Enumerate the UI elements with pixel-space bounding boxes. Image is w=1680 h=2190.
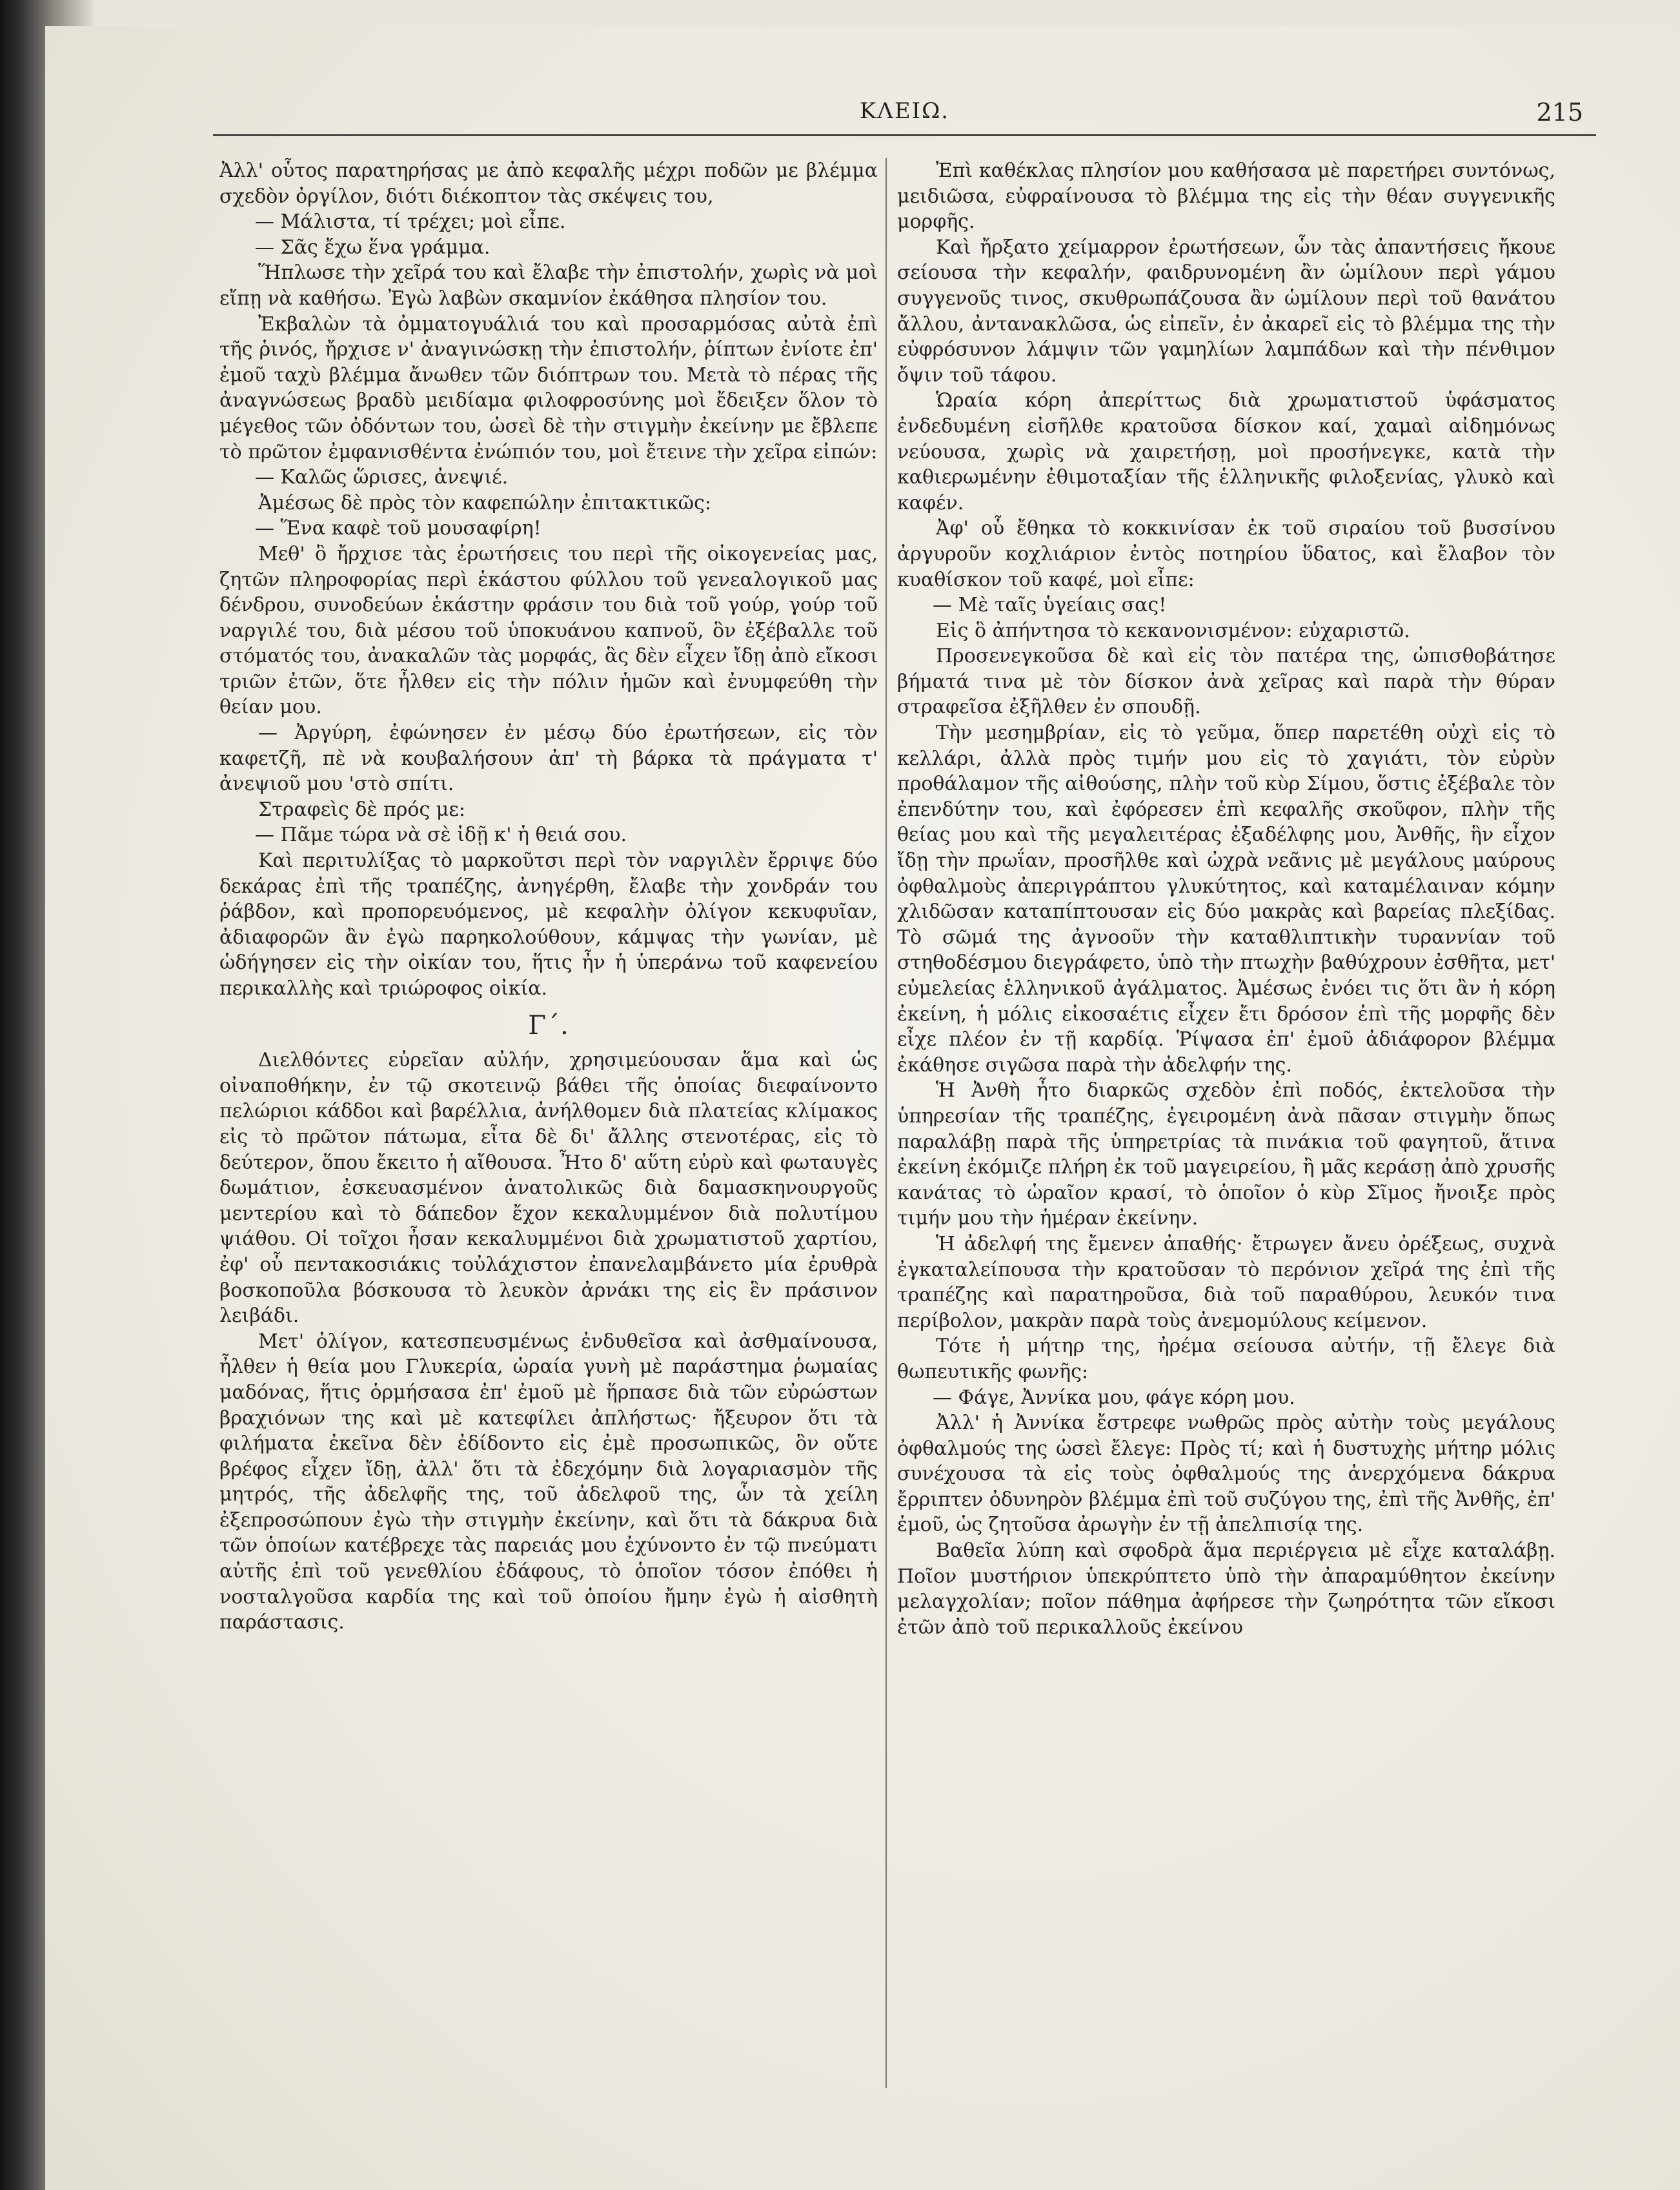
paragraph: Προσενεγκοῦσα δὲ καὶ εἰς τὸν πατέρα της, ὠπισθοβάτησε βήματά τινα μὲ τὸν δίσκον ἀνὰ χεῖρας καὶ παρὰ τὴν θύραν στραφεῖσα ἐξῆλθεν ἐν σπουδῇ. [897,645,1555,719]
paragraph: Ἥπλωσε τὴν χεῖρά του καὶ ἔλαβε τὴν ἐπιστολήν, χωρὶς νὰ μοὶ εἴπῃ νὰ καθήσω. Ἐγὼ λαβὼν σκαμνίον ἐκάθησα πλησίον του. [219,261,878,310]
paragraph: Στραφεὶς δὲ πρός με: [258,798,465,821]
paragraph: Ἡ Ἀνθὴ ἦτο διαρκῶς σχεδὸν ἐπὶ ποδός, ἐκτελοῦσα τὴν ὑπηρεσίαν τῆς τραπέζης, ἐγειρομένη ἀνὰ πᾶσαν στιγμὴν ὅπως παραλάβῃ παρὰ τῆς ὑπηρετρίας τὰ πινάκια τοῦ φαγητοῦ, ἅτινα ἐκείνη ἐκόμιζε πλήρη ἐκ τοῦ μαγειρείου, ἢ μᾶς κεράσῃ ἀπὸ χρυσῆς κανάτας τὸ ὡραῖον κρασί, τὸ ὁποῖον ὁ κὺρ Σῖμος ἤνοιξε πρὸς τιμήν μου τὴν ἡμέραν ἐκείνην. [897,1079,1555,1230]
dialogue-line: — Ἕνα καφὲ τοῦ μουσαφίρη! [255,517,541,540]
paragraph: Εἰς ὃ ἀπήντησα τὸ κεκανονισμένον: εὐχαριστῶ. [936,619,1410,642]
paragraph: Ἀφ' οὗ ἔθηκα τὸ κοκκινίσαν ἐκ τοῦ σιραίου τοῦ βυσσίνου ἀργυροῦν κοχλιάριον ἐντὸς ποτηρίου ὕδατος, καὶ ἔλαβον τὸν κυαθίσκον τοῦ καφέ, μοὶ εἶπε: [897,517,1555,591]
paragraph: — Ἀργύρη, ἐφώνησεν ἐν μέσῳ δύο ἐρωτήσεων, εἰς τὸν καφετζῆ, πὲ νὰ κουβαλήσουν ἀπ' τὴ βάρκα τὰ πράγματα τ' ἀνεψιοῦ μου 'στὸ σπίτι. [219,722,878,796]
book-page [45,26,1680,2190]
paragraph: Διελθόντες εὐρεῖαν αὐλήν, χρησιμεύουσαν ἅμα καὶ ὡς οἰναποθήκην, ἐν τῷ σκοτεινῷ βάθει τῆς ὁποίας διεφαίνοντο πελώριοι κάδδοι καὶ βαρέλλια, ἀνήλθομεν διὰ πλατείας κλίμακος εἰς τὸ πρῶτον πάτωμα, εἶτα δὲ δι' ἄλλης στενοτέρας, εἰς τὸ δεύτερον, ὅπου ἔκειτο ἡ αἴθουσα. Ἦτο δ' αὕτη εὐρὺ καὶ φωταυγὲς δωμάτιον, ἐσκευασμένον ἀνατολικῶς διὰ δαμασκηνουργοῦς μεντερίου καὶ τὸ δάπεδον ἔχον κεκαλυμμένον διὰ πολυτίμου ψιάθου. Οἱ τοῖχοι ἦσαν κεκαλυμμένοι διὰ χρωματιστοῦ χαρτίου, ἐφ' οὗ πεντακοσιάκις τοὐλάχιστον ἐπανελαμβάνετο μία ἐρυθρὰ βοσκοποῦλα βόσκουσα τὸ λευκὸν ἀρνάκι της εἰς ἓν πράσινον λειβάδι. [219,1049,878,1328]
page-header [213,72,1596,130]
paragraph: Ἀλλ' οὗτος παρατηρήσας με ἀπὸ κεφαλῆς μέχρι ποδῶν με βλέμμα σχεδὸν ὀργίλον, διότι διέκοπτον τὰς σκέψεις του, [219,159,878,208]
paragraph: Ἀμέσως δὲ πρὸς τὸν καφεπώλην ἐπιτακτικῶς: [258,491,712,514]
dialogue-line: — Φάγε, Ἀννίκα μου, φάγε κόρη μου. [933,1386,1295,1409]
running-title: ΚΛΕΙΩ. [859,98,950,124]
dialogue-line: — Πᾶμε τώρα νὰ σὲ ἰδῇ κ' ἡ θειά σου. [255,824,627,847]
dialogue-line: — Καλῶς ὥρισες, ἀνεψιέ. [255,466,509,489]
paragraph: Καὶ ἤρξατο χείμαρρον ἐρωτήσεων, ὧν τὰς ἀπαντήσεις ἤκουε σείουσα τὴν κεφαλήν, φαιδρυνομένη ἂν ὡμίλουν περὶ γάμου συγγενοῦς τινος, σκυθρωπάζουσα ἂν ὡμίλουν περὶ τοῦ θανάτου ἄλλου, ἀντανακλῶσα, ὡς εἰπεῖν, ἐν ἀκαρεῖ εἰς τὸ βλέμμα της τὴν εὐφρόσυνον λάμψιν τῶν γαμηλίων λαμπάδων καὶ τὴν πένθιμον ὄψιν τοῦ τάφου. [897,236,1555,387]
paragraph: Ἐπὶ καθέκλας πλησίον μου καθήσασα μὲ παρετήρει συντόνως, μειδιῶσα, εὐφραίνουσα τὸ βλέμμα της εἰς τὴν θέαν συγγενικῆς μορφῆς. [897,159,1555,234]
page-number: 215 [1536,98,1583,127]
left-column [219,158,878,2101]
dialogue-line: — Μὲ ταῖς ὑγείαις σας! [933,594,1167,617]
paragraph: Ὡραία κόρη ἀπερίττως διὰ χρωματιστοῦ ὑφάσματος ἐνδεδυμένη εἰσῆλθε κρατοῦσα δίσκον καί, χαμαὶ αἰδημόνως νεύουσα, χωρὶς νὰ χαιρετήσῃ, μοὶ προσήνεγκε, κατὰ τὴν καθιερωμένην ἐθιμοταξίαν τῆς ἑλληνικῆς φιλοξενίας, γλυκὸ καὶ καφέν. [897,389,1555,514]
paragraph: Τότε ἡ μήτηρ της, ἠρέμα σείουσα αὐτήν, τῇ ἔλεγε διὰ θωπευτικῆς φωνῆς: [897,1335,1555,1383]
column-divider [886,158,887,2088]
header-rule [213,134,1596,136]
paragraph: Ἡ ἀδελφή της ἔμενεν ἀπαθής· ἔτρωγεν ἄνευ ὀρέξεως, συχνὰ ἐγκαταλείπουσα τὴν κρατοῦσαν τὸ περόνιον χεῖρά της ἐπὶ τῆς τραπέζης καὶ παρατηροῦσα, διὰ τοῦ παραθύρου, λευκόν τινα περίβολον, μακρὰν παρὰ τοὺς ἀνεμομύλους κείμενον. [897,1232,1555,1332]
paragraph: Ἐκβαλὼν τὰ ὀμματογυάλιά του καὶ προσαρμόσας αὐτὰ ἐπὶ τῆς ῥινός, ἤρχισε ν' ἀναγινώσκῃ τὴν ἐπιστολήν, ῥίπτων ἐνίοτε ἐπ' ἐμοῦ ταχὺ βλέμμα ἄνωθεν τῶν διόπτρων του. Μετὰ τὸ πέρας τῆς ἀναγνώσεως βραδὺ μειδίαμα φιλοφροσύνης μοὶ ἔδειξεν ὅλον τὸ μέγεθος τῶν ὀδόντων του, ὡσεὶ δὲ τὴν στιγμὴν ἐκείνην με ἔβλεπε τὸ πρῶτον ἐμφανισθέντα ἐνώπιόν του, μοὶ ἔτεινε τὴν χεῖρα εἰπών: [219,312,878,463]
paragraph: Μετ' ὀλίγον, κατεσπευσμένως ἐνδυθεῖσα καὶ ἀσθμαίνουσα, ἦλθεν ἡ θεία μου Γλυκερία, ὡραία γυνὴ μὲ παράστημα ῥωμαίας μαδόνας, ἥτις ὁρμήσασα ἐπ' ἐμοῦ μὲ ἥρπασε διὰ τῶν εὐρώστων βραχιόνων της καὶ μὲ κατεφίλει ἀπλήστως· ἤξευρον ὅτι τὰ φιλήματα ἐκεῖνα δὲν ἐδίδοντο εἰς ἐμὲ προσωπικῶς, ὃν οὔτε βρέφος εἶχεν ἴδῃ, ἀλλ' ὅτι τὰ ἐδεχόμην διὰ λογαριασμὸν τῆς μητρός, τῆς ἀδελφῆς της, τοῦ ἀδελφοῦ της, ὧν τὰ χείλη ἐξεπροσώπουν ἐγὼ τὴν στιγμὴν ἐκείνην, καὶ ὅτι τὰ δάκρυα διὰ τῶν ὁποίων κατέβρεχε τὰς παρειάς μου ἐχύνοντο ἐν τῷ πνεύματι αὐτῆς ἐπὶ τοῦ γενεθλίου ἐδάφους, τὸ ὁποῖον τόσον ἐπόθει ἡ νοσταλγοῦσα καρδία της καὶ τοῦ ὁποίου ἤμην ἐγὼ ἡ αἰσθητὴ παράστασις. [219,1330,878,1634]
dialogue-line: — Σᾶς ἔχω ἕνα γράμμα. [255,236,491,259]
paragraph: Καὶ περιτυλίξας τὸ μαρκοῦτσι περὶ τὸν ναργιλὲν ἔρριψε δύο δεκάρας ἐπὶ τῆς τραπέζης, ἀνηγέρθη, ἔλαβε τὴν χονδράν του ῥάβδον, καὶ προπορευόμενος, μὲ κεφαλὴν ὀλίγον κεκυφυῖαν, ἀδιαφορῶν ἂν ἐγὼ παρηκολούθουν, κάμψας τὴν γωνίαν, μὲ ὡδήγησεν εἰς τὴν οἰκίαν του, ἥτις ἦν ἡ ὑπεράνω τοῦ καφενείου περικαλλὴς καὶ τριώροφος οἰκία. [219,849,878,1000]
section-heading: Γ΄. [528,1010,569,1040]
right-column [897,158,1555,2101]
paragraph: Βαθεῖα λύπη καὶ σφοδρὰ ἅμα περιέργεια μὲ εἶχε καταλάβῃ. Ποῖον μυστήριον ὑπεκρύπτετο ὑπὸ τὴν ἀπαραμύθητον ἐκείνην μελαγχολίαν; ποῖον πάθημα ἀφήρεσε τὴν ζωηρότητα τῶν εἴκοσι ἐτῶν ἀπὸ τοῦ περικαλλοῦς ἐκείνου [897,1539,1555,1639]
paragraph: Ἀλλ' ἡ Ἀννίκα ἔστρεφε νωθρῶς πρὸς αὐτὴν τοὺς μεγάλους ὀφθαλμούς της ὡσεὶ ἔλεγε: Πρὸς τί; καὶ ἡ δυστυχὴς μήτηρ μόλις συνέχουσα τὰ εἰς τοὺς ὀφθαλμούς της ἀνερχόμενα δάκρυα ἔρριπτεν ὀδυνηρὸν βλέμμα ἐπὶ τοῦ συζύγου της, ἐπὶ τῆς Ἀνθῆς, ἐπ' ἐμοῦ, ὡς ζητοῦσα ἀρωγὴν ἐν τῇ ἀπελπισίᾳ της. [897,1412,1555,1537]
paragraph: Μεθ' ὃ ἤρχισε τὰς ἐρωτήσεις του περὶ τῆς οἰκογενείας μας, ζητῶν πληροφορίας περὶ ἑκάστου φύλλου τοῦ γενεαλογικοῦ μας δένδρου, συνοδεύων ἑκάστην φράσιν του διὰ τοῦ γούρ, γούρ τοῦ ναργιλέ του, διὰ μέσου τοῦ ὑποκυάνου καπνοῦ, ὃν ἐξέβαλλε τοῦ στόματός του, ἀνακαλῶν τὰς μορφάς, ἃς δὲν εἶχεν ἴδῃ ἀπὸ εἴκοσι τριῶν ἐτῶν, ὅτε ἦλθεν εἰς τὴν πόλιν ἡμῶν καὶ ἐνυμφεύθη τὴν θείαν μου. [219,542,878,719]
paragraph: Τὴν μεσημβρίαν, εἰς τὸ γεῦμα, ὅπερ παρετέθη οὐχὶ εἰς τὸ κελλάρι, ἀλλὰ πρὸς τιμήν μου εἰς τὸ χαγιάτι, τὸν εὐρὺν προθάλαμον τῆς αἰθούσης, πλὴν τοῦ κὺρ Σίμου, ὅστις ἐξέβαλε τὸν ἐπενδύτην του, καὶ ἐφόρεσεν ἐπὶ κεφαλῆς σκοῦφον, πλὴν τῆς θείας μου καὶ τῆς μεγαλειτέρας ἐξαδέλφης μου, Ἀνθῆς, ἣν εἶχον ἴδῃ τὴν πρωΐαν, προσῆλθε καὶ ὠχρὰ νεᾶνις μὲ μεγάλους μαύρους ὀφθαλμοὺς ἀπεριγράπτου γλυκύτητος, καὶ καταμέλαιναν κόμην χλιδῶσαν καταπίπτουσαν εἰς δύο μακρὰς καὶ βαρείας πλεξίδας. Τὸ σῶμά της ἀγνοοῦν τὴν καταθλιπτικὴν τυραννίαν τοῦ στηθοδέσμου διεγράφετο, ὑπὸ τὴν πτωχὴν βαθύχρουν ἐσθῆτα, μετ' εὐμελείας ἑλληνικοῦ ἀγάλματος. Ἀμέσως ἐνόει τις ὅτι ἂν ἡ κόρη ἐκείνη, ἡ μόλις εἰκοσαέτις εἶχεν ἔτι δρόσον ἐπὶ τῆς μορφῆς δὲν εἶχε πλέον ἐν τῇ καρδίᾳ. Ῥίψασα ἐπ' ἐμοῦ ἀδιάφορον βλέμμα ἐκάθησε σιγῶσα παρὰ τὴν ἀδελφήν της. [897,722,1555,1077]
dialogue-line: — Μάλιστα, τί τρέχει; μοὶ εἶπε. [255,210,566,234]
